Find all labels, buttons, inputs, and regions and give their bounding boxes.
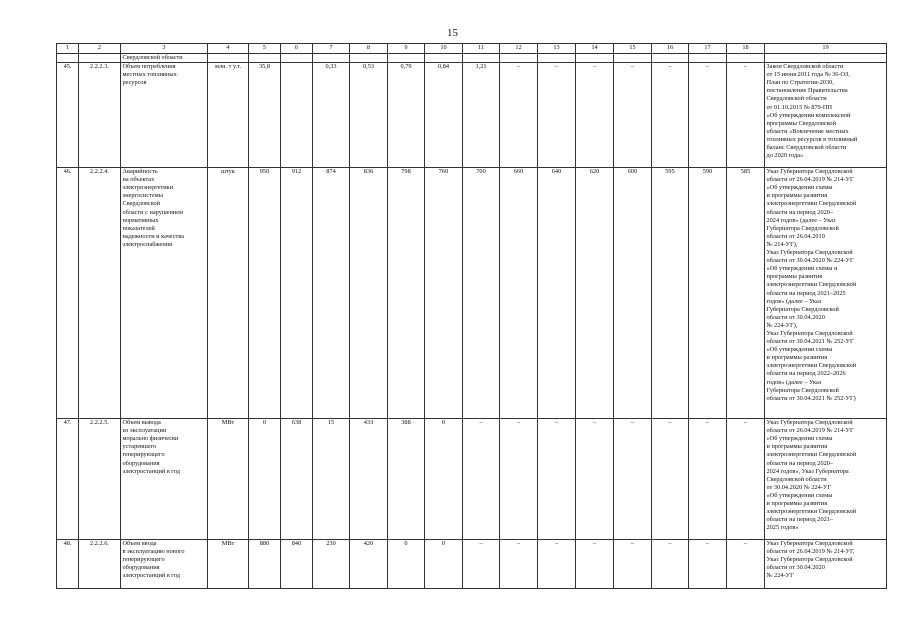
indicator-name: Объем потребления местных топливных ресурсов	[121, 63, 208, 168]
column-number: 17	[689, 44, 727, 54]
empty-cell	[281, 54, 313, 63]
value-cell: 585	[727, 168, 765, 419]
column-number: 18	[727, 44, 765, 54]
value-cell: –	[727, 540, 765, 589]
continuation-text: Свердловской области	[121, 54, 208, 63]
value-cell: 874	[313, 168, 350, 419]
value-cell: 230	[313, 540, 350, 589]
value-cell: –	[576, 419, 614, 540]
source-document: Указ Губернатора Свердловской области от 26.04.2019 № 214-УГ «Об утверждении схемы и программы развития электроэнергетики Свердловской области на период 2020– 2024 годов» (далее – Указ Губернатора Свердловской области от 26.04.2019 № 214-УГ), Указ Губернатора Свердловской области от 30.04.2020 № 224-УГ «Об утверждении схемы и программы развития электроэнергетики Свердловской области на период 2021–2025 годов» (далее – Указ Губернатора Свердловской области от 30.04.2020 № 224-УГ), Указ Губернатора Свердловской области от 30.04.2021 № 252-УГ «Об утверждении схемы и программы развития электроэнергетики Свердловской области на период 2022–2026 годов» (далее – Указ Губернатора Свердловской области от 30.04.2021 № 252-УГ)	[765, 168, 887, 419]
value-cell: 638	[281, 419, 313, 540]
table-row	[57, 168, 887, 419]
continuation-row	[57, 54, 887, 63]
value-cell: –	[727, 419, 765, 540]
value-cell: –	[500, 63, 538, 168]
value-cell: –	[689, 540, 727, 589]
value-cell: –	[500, 540, 538, 589]
column-number: 1	[57, 44, 79, 54]
value-cell: –	[538, 540, 576, 589]
empty-cell	[727, 54, 765, 63]
column-number: 12	[500, 44, 538, 54]
value-cell: 880	[249, 540, 281, 589]
value-cell: –	[652, 540, 689, 589]
column-number: 11	[463, 44, 500, 54]
column-number: 16	[652, 44, 689, 54]
table-row	[57, 63, 887, 168]
value-cell: 760	[425, 168, 463, 419]
column-number: 14	[576, 44, 614, 54]
value-cell: –	[538, 419, 576, 540]
unit: МВт	[208, 419, 249, 540]
value-cell: 640	[538, 168, 576, 419]
row-code: 2.2.2.6.	[79, 540, 121, 589]
column-number: 19	[765, 44, 887, 54]
column-number: 10	[425, 44, 463, 54]
value-cell: –	[576, 540, 614, 589]
value-cell: –	[614, 419, 652, 540]
indicator-name: Объем ввода в эксплуатацию нового генерирующего оборудования электростанций в год	[121, 540, 208, 589]
page-number: 15	[447, 27, 458, 39]
row-code: 2.2.2.3.	[79, 63, 121, 168]
value-cell: –	[727, 63, 765, 168]
value-cell: 912	[281, 168, 313, 419]
row-number: 48.	[57, 540, 79, 589]
empty-cell	[538, 54, 576, 63]
value-cell: 0,79	[388, 63, 425, 168]
empty-cell	[57, 54, 79, 63]
value-cell: –	[652, 63, 689, 168]
value-cell: 620	[576, 168, 614, 419]
value-cell: 35,8	[249, 63, 281, 168]
value-cell: 660	[500, 168, 538, 419]
column-number-row	[57, 44, 887, 54]
indicator-name: Объем вывода из эксплуатации морально физически устаревшего генерирующего оборудования электростанций в год	[121, 419, 208, 540]
value-cell: –	[500, 419, 538, 540]
value-cell: 0	[388, 540, 425, 589]
value-cell: 700	[463, 168, 500, 419]
row-number: 46.	[57, 168, 79, 419]
value-cell: –	[614, 63, 652, 168]
value-cell: 0	[425, 540, 463, 589]
value-cell: 0,84	[425, 63, 463, 168]
value-cell: 595	[652, 168, 689, 419]
value-cell: 0,53	[350, 63, 388, 168]
value-cell: 420	[350, 540, 388, 589]
empty-cell	[500, 54, 538, 63]
column-number: 6	[281, 44, 313, 54]
empty-cell	[425, 54, 463, 63]
row-code: 2.2.2.4.	[79, 168, 121, 419]
empty-cell	[576, 54, 614, 63]
empty-cell	[652, 54, 689, 63]
empty-cell	[79, 54, 121, 63]
source-document: Указ Губернатора Свердловской области от 26.04.2019 № 214-УГ «Об утверждении схемы и программы развития электроэнергетики Свердловской области на период 2020– 2024 годов», Указ Губернатора Свердловской области от 30.04.2020 № 224-УГ «Об утверждении схемы и программы развития электроэнергетики Свердловской области на период 2021– 2025 годов»	[765, 419, 887, 540]
value-cell: –	[576, 63, 614, 168]
value-cell: –	[689, 419, 727, 540]
source-document: Закон Свердловской области от 15 июня 2011 года № 36-ОЗ, План по Стратегии-2030, постановление Правительства Свердловской области от 01.10.2015 № 879-ПП «Об утверждении комплексной программы Свердловской области «Вовлечение местных топливных ресурсов в топливный баланс Свердловской области до 2020 года»	[765, 63, 887, 168]
empty-cell	[350, 54, 388, 63]
value-cell: 600	[614, 168, 652, 419]
empty-cell	[388, 54, 425, 63]
column-number: 4	[208, 44, 249, 54]
column-number: 15	[614, 44, 652, 54]
column-number: 3	[121, 44, 208, 54]
empty-cell	[689, 54, 727, 63]
indicator-name: Аварийность на объектах электроэнергетики энергосистемы Свердловской области с нарушением нормативных показателей надежности и качества электроснабжения	[121, 168, 208, 419]
value-cell: 590	[689, 168, 727, 419]
value-cell: 0	[249, 419, 281, 540]
empty-cell	[208, 54, 249, 63]
row-number: 47.	[57, 419, 79, 540]
value-cell: 0,33	[313, 63, 350, 168]
value-cell: 836	[350, 168, 388, 419]
value-cell: 840	[281, 540, 313, 589]
row-code: 2.2.2.5.	[79, 419, 121, 540]
empty-cell	[765, 54, 887, 63]
table-row	[57, 540, 887, 589]
value-cell: –	[652, 419, 689, 540]
unit: штук	[208, 168, 249, 419]
value-cell: 0	[425, 419, 463, 540]
column-number: 7	[313, 44, 350, 54]
value-cell: –	[614, 540, 652, 589]
value-cell: –	[689, 63, 727, 168]
value-cell: 15	[313, 419, 350, 540]
value-cell: 798	[388, 168, 425, 419]
value-cell: –	[538, 63, 576, 168]
column-number: 5	[249, 44, 281, 54]
column-number: 2	[79, 44, 121, 54]
unit: млн. т у.т.	[208, 63, 249, 168]
value-cell: 950	[249, 168, 281, 419]
value-cell: 388	[388, 419, 425, 540]
value-cell	[281, 63, 313, 168]
value-cell: –	[463, 419, 500, 540]
value-cell: –	[463, 540, 500, 589]
empty-cell	[614, 54, 652, 63]
indicators-table	[56, 43, 887, 589]
source-document: Указ Губернатора Свердловской области от 26.04.2019 № 214-УГ, Указ Губернатора Свердловской области от 30.04.2020 № 224-УГ	[765, 540, 887, 589]
table-row	[57, 419, 887, 540]
column-number: 8	[350, 44, 388, 54]
value-cell: 433	[350, 419, 388, 540]
empty-cell	[463, 54, 500, 63]
column-number: 13	[538, 44, 576, 54]
row-number: 45.	[57, 63, 79, 168]
value-cell: 1,21	[463, 63, 500, 168]
column-number: 9	[388, 44, 425, 54]
unit: МВт	[208, 540, 249, 589]
empty-cell	[313, 54, 350, 63]
empty-cell	[249, 54, 281, 63]
